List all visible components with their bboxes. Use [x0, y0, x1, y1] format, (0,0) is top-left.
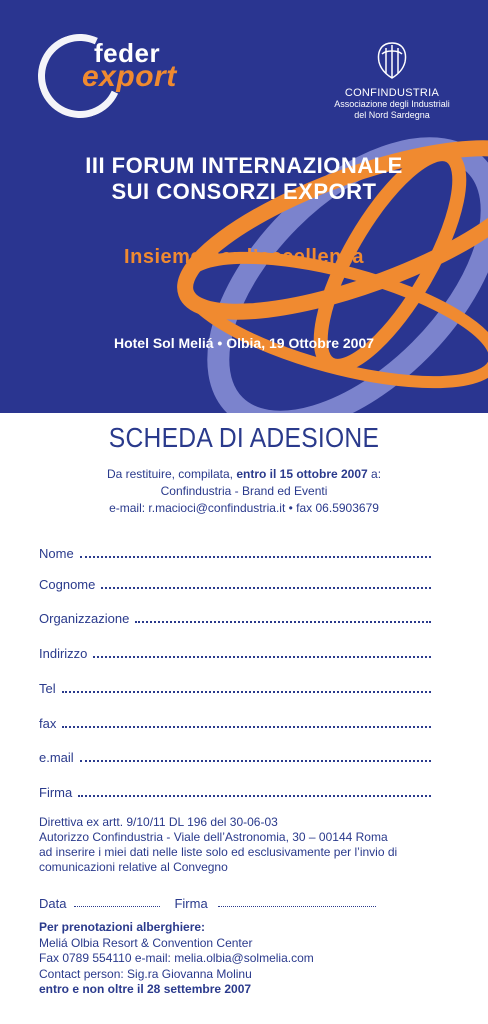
- intro-line1-post: a:: [367, 467, 382, 481]
- data-label: Data: [39, 896, 67, 911]
- field-label: fax: [39, 716, 57, 731]
- directive-line3: ad inserire i miei dati nelle liste solo ed esclusivamente per l’invio di: [39, 845, 398, 859]
- dotted-fill-line[interactable]: [135, 621, 431, 623]
- intro-line2: Confindustria - Brand ed Eventi: [160, 484, 328, 498]
- confindustria-sub2: del Nord Sardegna: [354, 110, 430, 120]
- dotted-fill-line[interactable]: [78, 795, 431, 797]
- hotel-line2: Fax 0789 554110 e-mail: melia.olbia@solmelia.com: [39, 951, 314, 965]
- field-label: Nome: [39, 546, 74, 561]
- header-banner: [0, 0, 488, 413]
- data-input-line[interactable]: [74, 906, 160, 907]
- event-motto: Insieme per l’eccellenza: [124, 246, 364, 268]
- intro-line3: e-mail: r.macioci@confindustria.it • fax 06.5903679: [109, 501, 379, 515]
- field-label: Firma: [39, 785, 73, 800]
- hotel-deadline: entro e non oltre il 28 settembre 2007: [39, 982, 252, 996]
- forum-title-line2: SUI CONSORZI EXPORT: [111, 179, 377, 204]
- dotted-fill-line[interactable]: [62, 691, 431, 693]
- directive-line1: Direttiva ex artt. 9/10/11 DL 196 del 30-06-03: [39, 815, 278, 829]
- field-firma[interactable]: [39, 782, 431, 800]
- directive-line2: Autorizzo Confindustria - Viale dell’Astronomia, 30 – 00144 Roma: [39, 830, 388, 844]
- hotel-heading: Per prenotazioni alberghiere:: [39, 920, 206, 934]
- dotted-fill-line[interactable]: [62, 726, 431, 728]
- field-label: Cognome: [39, 577, 96, 592]
- firma-input-line[interactable]: [218, 906, 376, 907]
- federexport-word-export: export: [82, 60, 177, 93]
- field-tel[interactable]: [39, 678, 431, 696]
- confindustria-name: CONFINDUSTRIA: [344, 87, 440, 99]
- field-label: Indirizzo: [39, 646, 88, 661]
- hotel-booking-info: [39, 920, 469, 998]
- form-title: SCHEDA DI ADESIONE: [108, 422, 380, 453]
- intro-line1-pre: Da restituire, compilata,: [106, 467, 237, 481]
- confindustria-logo: [322, 40, 462, 130]
- field-email[interactable]: [39, 747, 431, 765]
- dotted-fill-line[interactable]: [93, 656, 431, 658]
- intro-line1: [0, 466, 488, 483]
- field-label: e.mail: [39, 750, 74, 765]
- signature-row: [39, 893, 459, 911]
- field-label: Organizzazione: [39, 611, 130, 626]
- field-indirizzo[interactable]: [39, 643, 431, 661]
- dotted-fill-line[interactable]: [80, 760, 431, 762]
- hotel-line3: Contact person: Sig.ra Giovanna Molinu: [39, 966, 252, 981]
- confindustria-emblem-icon: [371, 40, 413, 80]
- field-fax[interactable]: [39, 713, 431, 731]
- federexport-logo: [38, 30, 178, 110]
- field-label: Tel: [39, 681, 56, 696]
- forum-title-line1: III FORUM INTERNAZIONALE: [85, 153, 403, 178]
- field-cognome[interactable]: [39, 574, 431, 592]
- dotted-fill-line[interactable]: [101, 587, 431, 589]
- federexport-word-feder: feder: [94, 38, 161, 68]
- dotted-fill-line[interactable]: [80, 556, 431, 558]
- directive-line4: comunicazioni relative al Convegno: [39, 860, 228, 874]
- firma-label: Firma: [174, 896, 208, 911]
- hotel-line1: Meliá Olbia Resort & Convention Center: [39, 935, 253, 950]
- field-nome[interactable]: [39, 543, 431, 561]
- intro-deadline: entro il 15 ottobre 2007: [236, 467, 368, 481]
- confindustria-sub1: Associazione degli Industriali: [334, 99, 450, 109]
- event-venue-date: Hotel Sol Meliá • Olbia, 19 Ottobre 2007: [113, 335, 375, 351]
- form-intro: [0, 466, 488, 517]
- field-organizzazione[interactable]: [39, 608, 431, 626]
- privacy-directive: [39, 815, 459, 875]
